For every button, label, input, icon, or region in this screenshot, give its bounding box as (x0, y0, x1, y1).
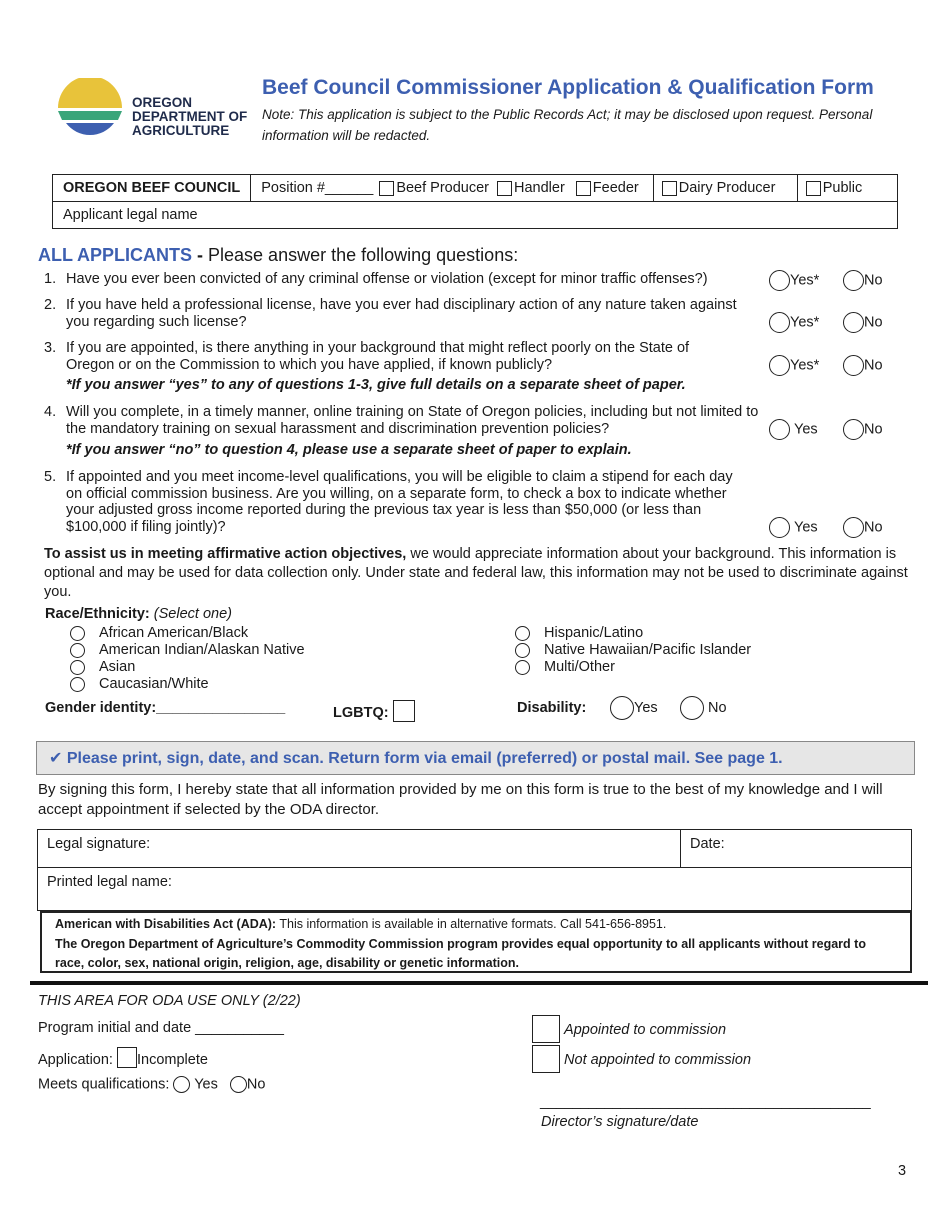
handler-checkbox[interactable] (497, 181, 512, 196)
q1-no[interactable]: No (843, 270, 883, 291)
divider (30, 981, 928, 985)
feeder-label: Feeder (592, 180, 639, 196)
race-option[interactable]: African American/Black (70, 625, 305, 642)
incomplete-checkbox[interactable] (117, 1047, 137, 1068)
feeder-checkbox[interactable] (576, 181, 591, 196)
race-right-options (515, 625, 751, 676)
lgbtq-checkbox[interactable] (393, 700, 415, 722)
director-signature-label: Director’s signature/date (541, 1114, 699, 1130)
printed-name-field[interactable] (38, 868, 181, 910)
program-initial-field[interactable]: Program initial and date ___________ (38, 1020, 284, 1036)
gender-identity-field[interactable]: Gender identity:________________ (45, 700, 286, 716)
date-label: Date: (690, 836, 725, 852)
applicant-name-label: Applicant legal name (63, 207, 198, 223)
q3-no[interactable]: No (843, 355, 883, 376)
legal-signature-field[interactable] (38, 830, 681, 867)
instructions-banner: ✔ Please print, sign, date, and scan. Return form via email (preferred) or postal mail. See page 1. (36, 741, 915, 775)
q5-no-radio[interactable] (843, 517, 864, 538)
printed-name-label: Printed legal name: (47, 874, 172, 890)
council-table (52, 174, 898, 229)
meets-qualifications: Meets qualifications: Yes No (38, 1076, 266, 1093)
q5-yes[interactable]: Yes (769, 517, 818, 538)
meets-yes-radio[interactable] (173, 1076, 190, 1093)
race-option[interactable]: Caucasian/White (70, 676, 305, 693)
q3-no-radio[interactable] (843, 355, 864, 376)
q4-yes-radio[interactable] (769, 419, 790, 440)
race-radio[interactable] (515, 626, 530, 641)
oda-use-heading: THIS AREA FOR ODA USE ONLY (2/22) (38, 993, 301, 1009)
signature-table (37, 829, 912, 911)
not-appointed-checkbox[interactable] (532, 1045, 560, 1073)
question-5: 5. If appointed and you meet income-level qualifications, you will be eligible to claim a stipend for each day on official commission business. Are you willing, on a separate form, to check a box to indicate whether your adjusted gross income reported during the previous tax year is less than $50,000 (or less than $100,000 if filing jointly)? (44, 469, 733, 535)
ada-notice: American with Disabilities Act (ADA): This information is available in alternative formats. Call 541-656-8951. The Oregon Department of Agriculture’s Commodity Commission program provides equal opportunity to all applicants without regard to race, color, sex, national origin, religion, age, disability or genetic information. (40, 911, 912, 973)
q2-no-radio[interactable] (843, 312, 864, 333)
disability-no[interactable]: No (680, 696, 727, 720)
meets-no-radio[interactable] (230, 1076, 247, 1093)
logo-text: OREGON DEPARTMENT OF AGRICULTURE (132, 95, 248, 138)
beef-producer-checkbox[interactable] (379, 181, 394, 196)
disability-yes-radio[interactable] (610, 696, 634, 720)
q2-no[interactable]: No (843, 312, 883, 333)
race-label: Race/Ethnicity: (Select one) (45, 606, 232, 622)
public-records-note: Note: This application is subject to the Public Records Act; it may be disclosed upon request. Personal information will be redacted. (262, 107, 873, 143)
note-questions-1-3: *If you answer “yes” to any of questions 1-3, give full details on a separate sheet of paper. (66, 377, 686, 393)
q2-yes[interactable]: Yes* (769, 312, 819, 333)
q1-no-radio[interactable] (843, 270, 864, 291)
application-status: Application: Incomplete (38, 1047, 208, 1068)
q4-no-radio[interactable] (843, 419, 864, 440)
race-option[interactable]: American Indian/Alaskan Native (70, 642, 305, 659)
disability-label: Disability: (517, 700, 587, 716)
lgbtq-label: LGBTQ: (333, 700, 415, 722)
not-appointed-option: Not appointed to commission (532, 1045, 751, 1073)
q4-no[interactable]: No (843, 419, 883, 440)
applicant-name-field[interactable] (53, 202, 897, 228)
declaration-text: By signing this form, I hereby state that all information provided by me on this form is true to the best of my knowledge and I will accept appointment if selected by the ODA director. (38, 781, 883, 818)
question-1: 1. Have you ever been convicted of any criminal offense or violation (except for minor traffic offenses?) (44, 271, 708, 287)
council-name: OREGON BEEF COUNCIL (53, 175, 251, 201)
race-radio[interactable] (70, 660, 85, 675)
q1-yes-radio[interactable] (769, 270, 790, 291)
q4-yes[interactable]: Yes (769, 419, 818, 440)
disability-yes[interactable]: Yes (610, 696, 658, 720)
race-radio[interactable] (515, 643, 530, 658)
public-checkbox[interactable] (806, 181, 821, 196)
q2-yes-radio[interactable] (769, 312, 790, 333)
question-4: 4. Will you complete, in a timely manner, online training on State of Oregon policies, including but not limited to the mandatory training on sexual harassment and discrimination prevention policies? (44, 404, 759, 437)
director-signature-line[interactable]: _________________________________________ (540, 1094, 871, 1110)
race-option[interactable]: Multi/Other (515, 659, 751, 676)
race-radio[interactable] (70, 643, 85, 658)
appointed-option: Appointed to commission (532, 1015, 726, 1043)
dairy-producer-label: Dairy Producer (678, 180, 776, 196)
handler-label: Handler (514, 180, 565, 196)
race-option[interactable]: Asian (70, 659, 305, 676)
race-option[interactable]: Native Hawaiian/Pacific Islander (515, 642, 751, 659)
appointed-checkbox[interactable] (532, 1015, 560, 1043)
q3-yes[interactable]: Yes* (769, 355, 819, 376)
beef-producer-label: Beef Producer (396, 180, 490, 196)
q5-yes-radio[interactable] (769, 517, 790, 538)
affirmative-action-paragraph: To assist us in meeting affirmative action objectives, we would appreciate information about your background. This information is optional and may be used for data collection only. Under state and federal law, this information may not be used to discriminate against you. (44, 546, 908, 600)
race-option[interactable]: Hispanic/Latino (515, 625, 751, 642)
date-field[interactable] (681, 830, 734, 867)
race-radio[interactable] (70, 677, 85, 692)
race-radio[interactable] (515, 660, 530, 675)
q3-yes-radio[interactable] (769, 355, 790, 376)
race-left-options (70, 625, 305, 693)
note-question-4: *If you answer “no” to question 4, please use a separate sheet of paper to explain. (66, 442, 632, 458)
page-title: Beef Council Commissioner Application & Qualification Form (262, 76, 874, 99)
question-2: 2. If you have held a professional license, have you ever had disciplinary action of any nature taken against you regarding such license? (44, 297, 737, 330)
race-radio[interactable] (70, 626, 85, 641)
disability-no-radio[interactable] (680, 696, 704, 720)
q1-yes[interactable]: Yes* (769, 270, 819, 291)
all-applicants-heading: ALL APPLICANTS - Please answer the following questions: (38, 245, 519, 265)
page-number: 3 (898, 1163, 907, 1179)
dairy-producer-checkbox[interactable] (662, 181, 677, 196)
position-field[interactable]: Position #______ (261, 180, 374, 196)
question-3: 3. If you are appointed, is there anything in your background that might reflect poorly on the State of Oregon or on the Commission to which you have applied, if known publicly? (44, 340, 690, 373)
legal-signature-label: Legal signature: (47, 836, 151, 852)
q5-no[interactable]: No (843, 517, 883, 538)
public-label: Public (822, 180, 863, 196)
